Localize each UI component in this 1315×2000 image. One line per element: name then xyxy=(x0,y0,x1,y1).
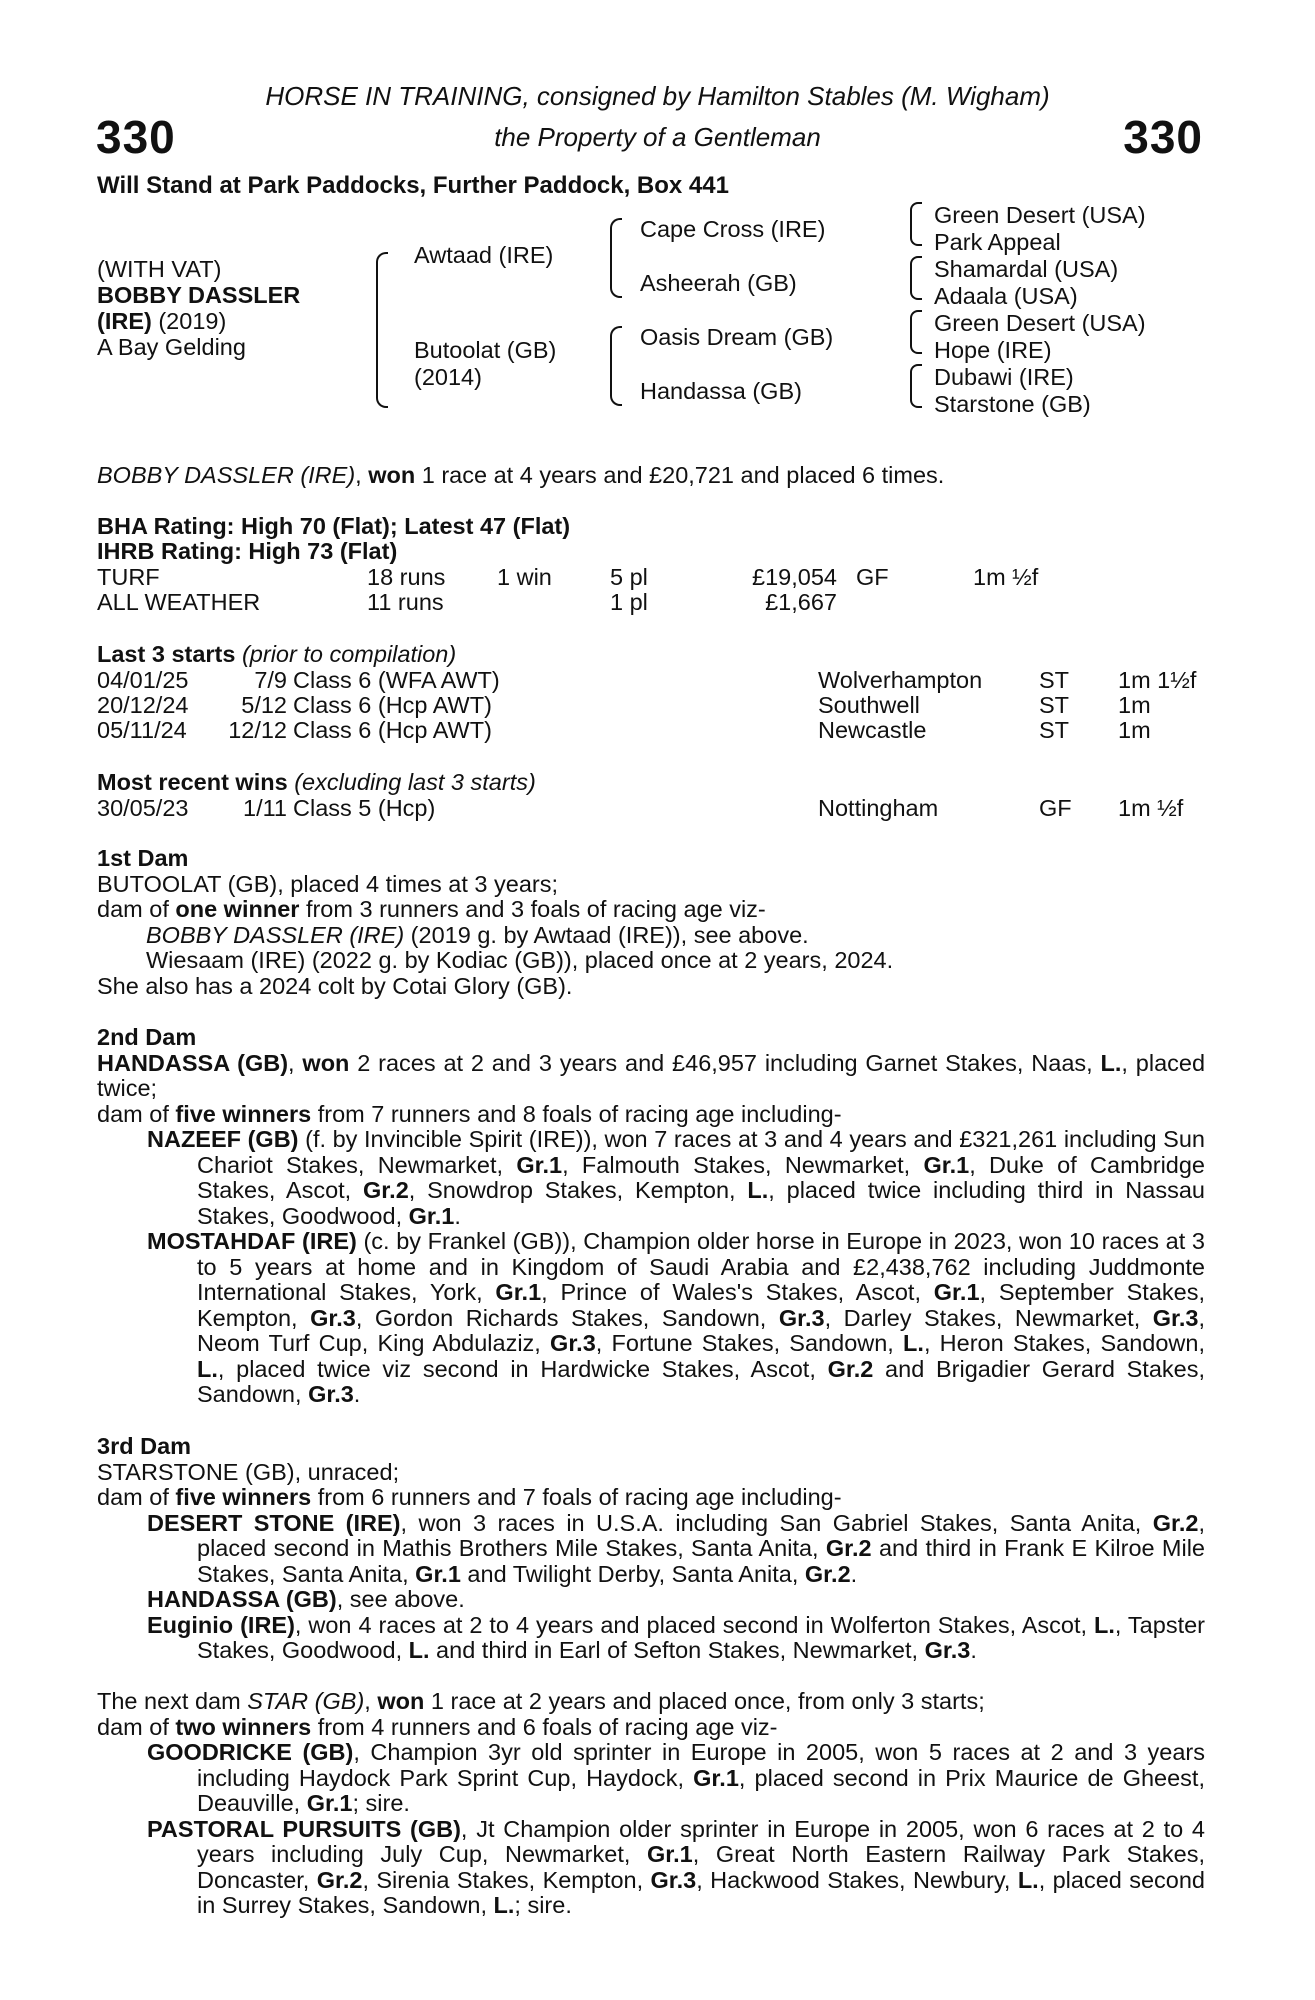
text: dam of xyxy=(97,896,176,922)
text: , placed second in Prix Maurice de Gheest, Deauville, xyxy=(197,1764,1205,1816)
text: from 4 runners and 6 foals of racing age viz- xyxy=(311,1713,778,1740)
won: won xyxy=(377,1688,425,1714)
text: , placed second in Mathis Brothers Mile Stakes, Santa Anita, xyxy=(197,1509,1205,1561)
win-distance: 1m ½f xyxy=(1118,795,1184,821)
first-dam-section xyxy=(97,846,1205,999)
first-dam-heading: 1st Dam xyxy=(97,845,189,871)
pedigree-g3-2: Park Appeal xyxy=(934,229,1061,255)
grade: L. xyxy=(493,1892,515,1918)
text: , Hackwood Stakes, Newbury, xyxy=(696,1866,1018,1893)
next-dam-produce-1 xyxy=(97,1740,1205,1817)
second-dam-produce-1 xyxy=(97,1127,1205,1229)
horse-name: BOBBY DASSLER xyxy=(97,282,301,308)
record-surface: TURF xyxy=(97,564,160,590)
summary-rest: 1 race at 4 years and £20,721 and placed 6 times. xyxy=(421,462,945,488)
foal-name: BOBBY DASSLER (IRE) xyxy=(146,921,405,948)
text: . xyxy=(850,1560,858,1587)
record-row-all-weather xyxy=(97,589,1207,615)
text: , Prince of Wales's Stakes, Ascot, xyxy=(541,1279,934,1305)
pedigree-sire: Awtaad (IRE) xyxy=(414,242,554,268)
text: . xyxy=(353,1381,361,1407)
text: , Tapster Stakes, Goodwood, xyxy=(197,1611,1205,1663)
third-dam-heading: 3rd Dam xyxy=(97,1433,192,1459)
start-position: 5/12 xyxy=(241,692,287,718)
grade: Gr.2 xyxy=(316,1866,363,1893)
third-dam-produce-line xyxy=(97,1485,1205,1511)
third-dam-section xyxy=(97,1434,1205,1664)
start-going: ST xyxy=(1039,717,1070,743)
record-going: GF xyxy=(856,564,889,590)
start-position: 7/9 xyxy=(254,667,287,693)
summary-name: BOBBY DASSLER (IRE) xyxy=(97,462,356,488)
pedigree-brace-g3-2 xyxy=(910,256,922,300)
start-course: Southwell xyxy=(818,692,920,718)
text: , Snowdrop Stakes, Kempton, xyxy=(408,1177,748,1203)
grade: Gr.2 xyxy=(827,1355,874,1382)
grade: Gr.1 xyxy=(933,1279,980,1305)
text: , Jt Champion older sprinter in Europe in 2005, won 6 races at 2 to 4 years including July Cup, Newmarket, xyxy=(197,1815,1206,1867)
grade: Gr.3 xyxy=(308,1381,354,1407)
win-going: GF xyxy=(1039,795,1072,821)
text: dam of xyxy=(97,1713,176,1740)
winner-count: one winner xyxy=(175,896,300,922)
grade: L. xyxy=(1100,1049,1122,1076)
horse-origin: (IRE) xyxy=(97,308,152,334)
record-placed: 1 pl xyxy=(610,589,648,615)
second-dam-section xyxy=(97,1025,1205,1408)
recent-wins-title: Most recent wins xyxy=(97,769,288,795)
win-row xyxy=(97,795,1207,821)
record-distance: 1m ½f xyxy=(973,564,1039,590)
second-dam-heading: 2nd Dam xyxy=(97,1024,197,1050)
text: from 3 runners and 3 foals of racing age viz- xyxy=(299,896,766,922)
produce-name: Euginio (IRE) xyxy=(147,1611,295,1638)
text: , Neom Turf Cup, King Abdulaziz, xyxy=(197,1304,1205,1356)
text: and Brigadier Gerard Stakes, Sandown, xyxy=(197,1355,1205,1407)
text: , placed twice; xyxy=(97,1049,1206,1101)
start-date: 04/01/25 xyxy=(97,667,189,693)
pedigree-brace-dam xyxy=(610,326,622,406)
start-race: Class 6 (WFA AWT) xyxy=(293,667,500,693)
start-distance: 1m xyxy=(1118,717,1151,743)
grade: Gr.1 xyxy=(516,1151,563,1178)
start-position: 12/12 xyxy=(228,717,287,743)
produce-name: DESERT STONE (IRE) xyxy=(147,1509,401,1536)
record-row-turf xyxy=(97,564,1207,590)
text: , Champion 3yr old sprinter in Europe in 2005, won 5 races at 2 and 3 years including Haydock Park Sprint Cup, Haydock, xyxy=(197,1739,1205,1791)
text: 2 races at 2 and 3 years and £46,957 including Garnet Stakes, Naas, xyxy=(349,1049,1093,1076)
grade: Gr.3 xyxy=(550,1330,596,1356)
text: , placed second in Surrey Stakes, Sandown, xyxy=(197,1866,1205,1918)
third-dam-produce-1 xyxy=(97,1511,1205,1588)
vat-label: (WITH VAT) xyxy=(97,256,222,282)
record-runs: 18 runs xyxy=(367,564,446,590)
grade: L. xyxy=(747,1177,769,1203)
grade: Gr.1 xyxy=(693,1764,739,1791)
text: , placed twice including third in Nassau Stakes, Goodwood, xyxy=(197,1177,1205,1229)
pedigree-g3-1: Green Desert (USA) xyxy=(934,202,1146,228)
record-surface: ALL WEATHER xyxy=(97,589,261,615)
grade: Gr.2 xyxy=(1152,1509,1199,1536)
pedigree-g3-8: Starstone (GB) xyxy=(934,391,1091,417)
pedigree-brace-main xyxy=(376,252,388,408)
text: , Gordon Richards Stakes, Sandown, xyxy=(355,1304,779,1331)
grade: L. xyxy=(1094,1611,1115,1638)
start-race: Class 6 (Hcp AWT) xyxy=(293,717,492,743)
pedigree-g3-4: Adaala (USA) xyxy=(934,283,1078,309)
start-row xyxy=(97,667,1207,693)
text: , Heron Stakes, Sandown, xyxy=(923,1330,1206,1356)
third-dam-line: STARSTONE (GB), unraced; xyxy=(97,1458,400,1485)
summary-won: won xyxy=(368,462,416,488)
grade: Gr.1 xyxy=(415,1560,461,1587)
start-distance: 1m xyxy=(1118,692,1151,718)
text: The next dam xyxy=(97,1688,248,1714)
ihrb-rating: IHRB Rating: High 73 (Flat) xyxy=(97,538,398,564)
second-dam-intro: HANDASSA (GB), won 2 races at 2 and 3 years and £46,957 including Garnet Stakes, Naas, L., placed twice; xyxy=(97,1049,1206,1101)
text: dam of xyxy=(97,1484,176,1510)
pedigree-g3-7: Dubawi (IRE) xyxy=(934,364,1074,390)
text: , Falmouth Stakes, Newmarket, xyxy=(562,1151,924,1178)
record-runs: 11 runs xyxy=(367,589,444,615)
race-summary: BOBBY DASSLER (IRE), won 1 race at 4 years and £20,721 and placed 6 times. xyxy=(97,462,945,488)
start-course: Wolverhampton xyxy=(818,667,983,693)
text: (f. by Invincible Spirit (IRE)), won 7 races at 3 and 4 years and £321,261 including Sun Chariot Stakes, Newmarket, xyxy=(197,1126,1205,1178)
pedigree-dam-year: (2014) xyxy=(414,364,482,390)
horse-origin-year xyxy=(97,308,226,334)
text: (c. by Frankel (GB)), Champion older horse in Europe in 2023, won 10 races at 3 to 5 years at home and in Kingdom of Saudi Arabia and £2,438,762 including Juddmonte International Stakes, York, xyxy=(197,1228,1205,1305)
grade: Gr.1 xyxy=(306,1790,353,1816)
recent-wins-note: (excluding last 3 starts) xyxy=(294,769,536,795)
text: ; sire. xyxy=(352,1790,410,1816)
start-going: ST xyxy=(1039,692,1070,718)
start-date: 20/12/24 xyxy=(97,692,189,718)
third-dam-produce-3 xyxy=(97,1613,1205,1664)
produce-name: PASTORAL PURSUITS (GB) xyxy=(147,1815,461,1842)
record-wins: 1 win xyxy=(497,564,552,590)
second-dam-produce-line xyxy=(97,1102,1205,1128)
text: , xyxy=(364,1688,378,1714)
grade: Gr.2 xyxy=(363,1177,409,1203)
text: and Twilight Derby, Santa Anita, xyxy=(460,1560,805,1587)
pedigree-brace-g3-1 xyxy=(910,202,922,246)
text: from 7 runners and 8 foals of racing age including- xyxy=(311,1100,842,1127)
property-line: the Property of a Gentleman xyxy=(494,122,821,152)
pedigree-dam: Butoolat (GB) xyxy=(414,337,557,363)
grade: L. xyxy=(197,1355,218,1382)
first-dam-last-line: She also has a 2024 colt by Cotai Glory (GB). xyxy=(97,972,573,999)
text: ; sire. xyxy=(514,1892,572,1918)
start-course: Newcastle xyxy=(818,717,927,743)
pedigree-g3-3: Shamardal (USA) xyxy=(934,256,1119,282)
horse-year: (2019) xyxy=(158,308,227,334)
grade: L. xyxy=(903,1330,924,1356)
grade: Gr.1 xyxy=(408,1202,455,1229)
grade: Gr.3 xyxy=(778,1304,825,1331)
won: won xyxy=(302,1049,350,1076)
next-dam-intro xyxy=(97,1689,1205,1715)
recent-wins-heading xyxy=(97,770,536,796)
consignor-line: HORSE IN TRAINING, consigned by Hamilton Stables (M. Wigham) xyxy=(265,81,1050,111)
start-date: 05/11/24 xyxy=(97,717,187,743)
pedigree-g3-6: Hope (IRE) xyxy=(934,337,1052,363)
third-dam-produce-2 xyxy=(97,1587,1205,1613)
first-dam-line: BUTOOLAT (GB), placed 4 times at 3 years; xyxy=(97,870,559,897)
grade: Gr.1 xyxy=(646,1841,693,1867)
first-dam-foal-2: Wiesaam (IRE) (2022 g. by Kodiac (GB)), placed once at 2 years, 2024. xyxy=(146,947,894,973)
start-row xyxy=(97,692,1207,718)
winner-count: five winners xyxy=(175,1100,312,1127)
grade: L. xyxy=(408,1637,430,1663)
produce-name: HANDASSA (GB) xyxy=(147,1586,337,1612)
win-date: 30/05/23 xyxy=(97,795,189,821)
grade: Gr.2 xyxy=(825,1535,872,1561)
bha-rating: BHA Rating: High 70 (Flat); Latest 47 (Flat) xyxy=(97,513,571,539)
text: , won 4 races at 2 to 4 years and placed second in Wolferton Stakes, Ascot, xyxy=(294,1611,1094,1638)
grade: Gr.1 xyxy=(923,1151,970,1178)
text: , placed twice viz second in Hardwicke Stakes, Ascot, xyxy=(217,1355,828,1382)
grade: Gr.3 xyxy=(1152,1304,1199,1331)
win-race: Class 5 (Hcp) xyxy=(293,795,436,821)
stand-line: Will Stand at Park Paddocks, Further Paddock, Box 441 xyxy=(97,172,729,199)
lot-number-right: 330 xyxy=(1123,111,1203,163)
text: dam of xyxy=(97,1100,176,1127)
grade: Gr.1 xyxy=(495,1279,542,1305)
pedigree-brace-g3-4 xyxy=(910,364,922,408)
first-dam-produce-line xyxy=(97,897,1205,923)
pedigree-g3-5: Green Desert (USA) xyxy=(934,310,1146,336)
text: (2019 g. by Awtaad (IRE)), see above. xyxy=(404,921,809,948)
grade: Gr.3 xyxy=(310,1304,356,1331)
next-dam-section xyxy=(97,1689,1205,1919)
win-course: Nottingham xyxy=(818,795,939,821)
pedigree-dam-sire: Oasis Dream (GB) xyxy=(640,324,834,350)
winner-count: five winners xyxy=(175,1484,312,1510)
pedigree-dam-dam: Handassa (GB) xyxy=(640,378,802,404)
text: , see above. xyxy=(336,1586,465,1612)
text: and third in Frank E Kilroe Mile Stakes, Santa Anita, xyxy=(197,1535,1205,1587)
text: , Sirenia Stakes, Kempton, xyxy=(362,1866,651,1893)
pedigree-sire-dam: Asheerah (GB) xyxy=(640,270,797,296)
next-dam-produce-line xyxy=(97,1715,1205,1741)
record-earnings: £1,667 xyxy=(765,589,837,615)
start-distance: 1m 1½f xyxy=(1118,667,1197,693)
pedigree-sire-sire: Cape Cross (IRE) xyxy=(640,216,826,242)
dam-name: HANDASSA (GB) xyxy=(97,1049,289,1076)
text: , September Stakes, Kempton, xyxy=(197,1279,1205,1331)
record-earnings: £19,054 xyxy=(752,564,837,590)
winner-count: two winners xyxy=(175,1713,312,1740)
grade: L. xyxy=(1017,1866,1039,1893)
win-position: 1/11 xyxy=(243,795,287,821)
text: , won 3 races in U.S.A. including San Gabriel Stakes, Santa Anita, xyxy=(400,1509,1153,1536)
text: , Fortune Stakes, Sandown, xyxy=(595,1330,904,1356)
grade: Gr.3 xyxy=(924,1637,971,1663)
start-race: Class 6 (Hcp AWT) xyxy=(293,692,492,718)
text: , Great North Eastern Railway Park Stakes, Doncaster, xyxy=(197,1841,1205,1893)
produce-name: GOODRICKE (GB) xyxy=(147,1739,354,1765)
start-going: ST xyxy=(1039,667,1070,693)
text: , Duke of Cambridge Stakes, Ascot, xyxy=(197,1151,1205,1203)
lot-number-left: 330 xyxy=(96,111,176,163)
last-starts-note: (prior to compilation) xyxy=(241,641,457,667)
pedigree-brace-g3-3 xyxy=(910,310,922,354)
first-dam-foal-1 xyxy=(97,923,1205,949)
text: . xyxy=(454,1202,461,1229)
text: , Darley Stakes, Newmarket, xyxy=(824,1304,1153,1331)
last-starts-heading xyxy=(97,642,456,668)
record-placed: 5 pl xyxy=(610,564,648,590)
produce-name: MOSTAHDAF (IRE) xyxy=(147,1228,357,1254)
next-dam-produce-2 xyxy=(97,1817,1205,1919)
produce-name: NAZEEF (GB) xyxy=(147,1126,299,1152)
last-starts-title: Last 3 starts xyxy=(97,641,236,667)
pedigree-brace-sire xyxy=(610,218,622,298)
text: . xyxy=(970,1637,977,1663)
grade: Gr.3 xyxy=(650,1866,697,1893)
text: 1 race at 2 years and placed once, from only 3 starts; xyxy=(424,1688,985,1714)
dam-name: STAR (GB) xyxy=(247,1688,365,1714)
grade: Gr.2 xyxy=(804,1560,851,1587)
horse-description: A Bay Gelding xyxy=(97,334,246,360)
text: and third in Earl of Sefton Stakes, Newmarket, xyxy=(429,1637,925,1663)
start-row xyxy=(97,717,1207,743)
second-dam-produce-2 xyxy=(97,1229,1205,1408)
text: from 6 runners and 7 foals of racing age including- xyxy=(311,1484,842,1510)
